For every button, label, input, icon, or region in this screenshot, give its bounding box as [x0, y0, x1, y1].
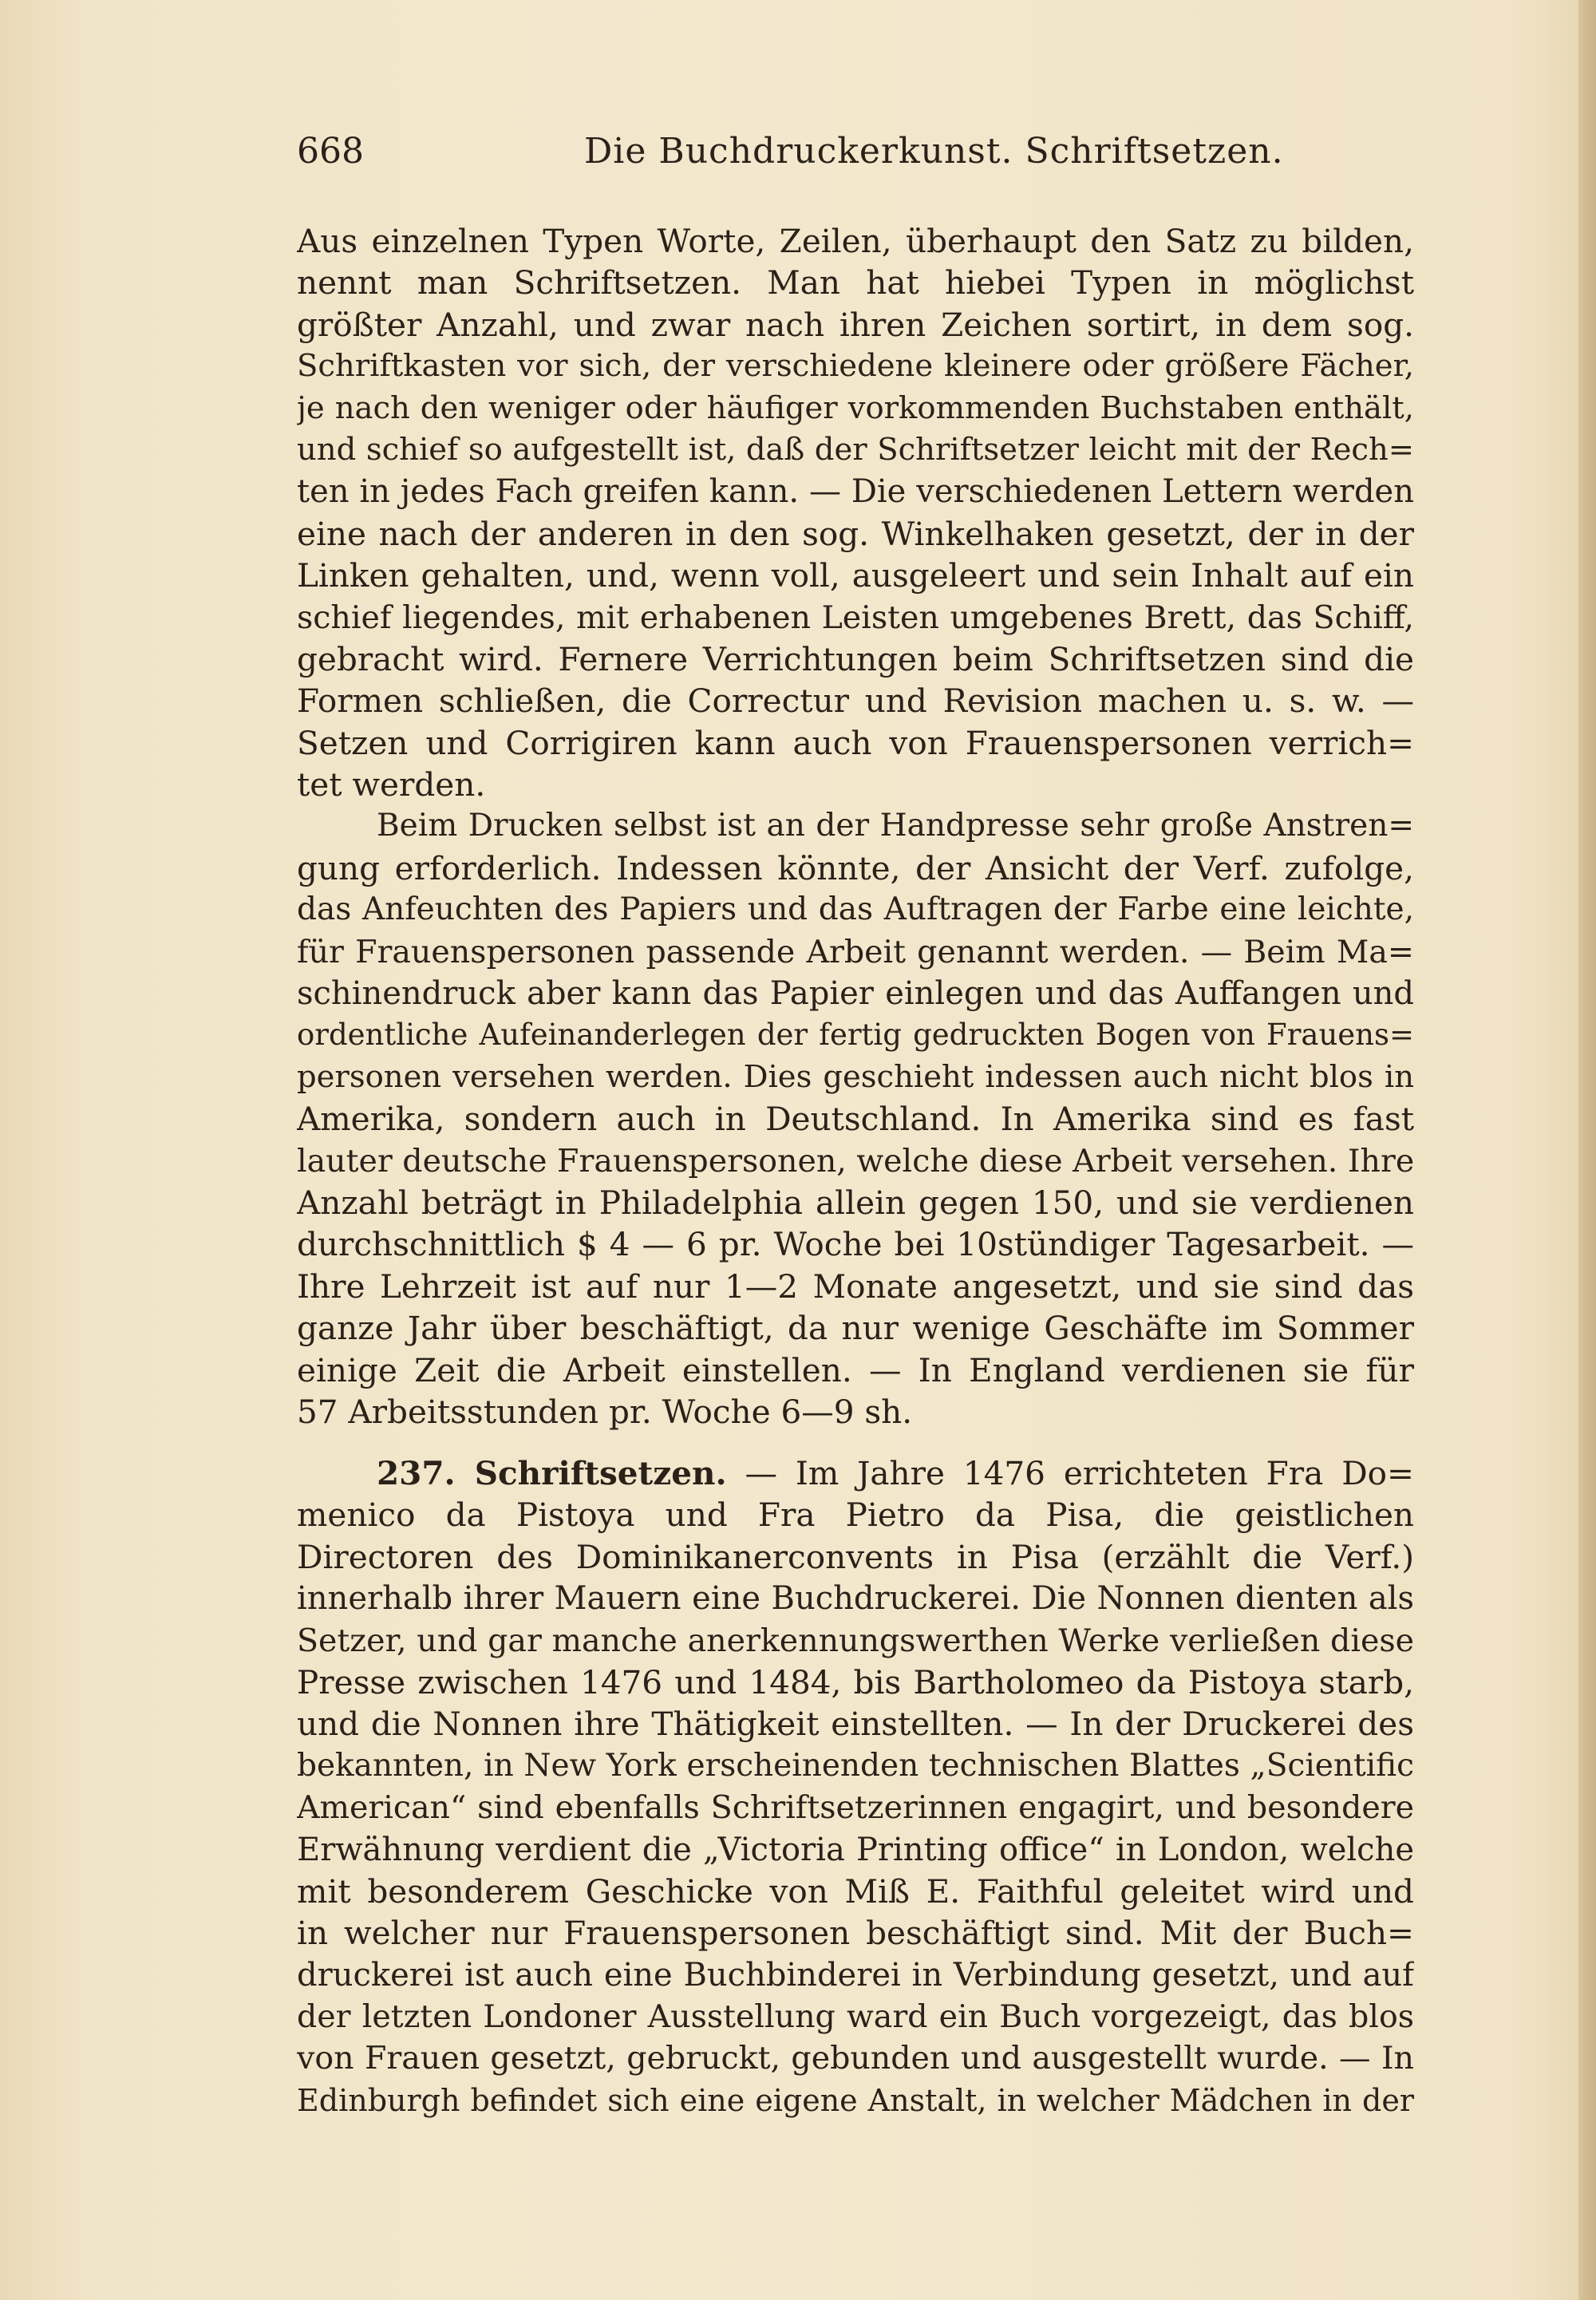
text-line: schinendruck aber kann das Papier einlegen und das Auffangen und: [297, 975, 1414, 1013]
text-line: tet werden.: [297, 765, 486, 804]
text-line: lauter deutsche Frauenspersonen, welche diese Arbeit versehen. Ihre: [297, 1142, 1414, 1180]
text-line: 57 Arbeitsstunden pr. Woche 6—9 sh.: [297, 1392, 913, 1431]
section-first-line-text: — Im Jahre 1476 errichteten Fra Do=: [726, 1454, 1414, 1492]
section-first-line: [297, 1452, 1414, 1494]
text-line: in welcher nur Frauenspersonen beschäftigt sind. Mit der Buch=: [297, 1914, 1414, 1953]
text-line: je nach den weniger oder häufiger vorkommenden Buchstaben enthält,: [297, 389, 1414, 426]
text-line: ordentliche Aufeinanderlegen der fertig gedruckten Bogen von Frauens=: [297, 1018, 1414, 1053]
text-line: Amerika, sondern auch in Deutschland. In Amerika sind es fast: [297, 1100, 1414, 1139]
text-line: Edinburgh befindet sich eine eigene Anstalt, in welcher Mädchen in der: [297, 2082, 1414, 2118]
text-line: Presse zwischen 1476 und 1484, bis Bartholomeo da Pistoya starb,: [297, 1662, 1414, 1701]
text-line: Beim Drucken selbst ist an der Handpresse sehr große Anstren=: [377, 808, 1414, 844]
text-line: Erwähnung verdient die „Victoria Printing office“ in London, welche: [297, 1831, 1414, 1868]
text-line: bekannten, in New York erscheinenden technischen Blattes „Scientific: [297, 1747, 1414, 1784]
text-line: Ihre Lehrzeit ist auf nur 1—2 Monate angesetzt, und sie sind das: [297, 1267, 1414, 1306]
paragraph-1: [297, 220, 1414, 805]
text-line: und schief so aufgestellt ist, daß der Schriftsetzer leicht mit der Rech=: [297, 431, 1414, 468]
section-237: [297, 1452, 1414, 2121]
text-line: mit besonderem Geschicke von Miß E. Faithful geleitet wird und: [297, 1871, 1414, 1911]
text-line: Setzer, und gar manche anerkennungswerthen Werke verließen diese: [297, 1622, 1414, 1659]
text-line: größter Anzahl, und zwar nach ihren Zeichen sortirt, in dem sog.: [297, 305, 1414, 344]
text-line: personen versehen werden. Dies geschieht indessen auch nicht blos in: [297, 1058, 1414, 1095]
text-line: Formen schließen, die Correctur und Revision machen u. s. w. —: [297, 682, 1414, 721]
body-text: [297, 220, 1414, 1433]
text-line: das Anfeuchten des Papiers und das Auftragen der Farbe eine leichte,: [297, 891, 1414, 928]
text-line: Directoren des Dominikanerconvents in Pisa (erzählt die Verf.): [297, 1537, 1414, 1576]
text-line: einige Zeit die Arbeit einstellen. — In England verdienen sie für: [297, 1350, 1414, 1389]
text-line: ganze Jahr über beschäftigt, da nur wenige Geschäfte im Sommer: [297, 1309, 1414, 1348]
text-line: Linken gehalten, und, wenn voll, ausgeleert und sein Inhalt auf ein: [297, 556, 1414, 595]
paragraph-2: [297, 805, 1414, 1433]
text-line: durchschnittlich $ 4 — 6 pr. Woche bei 10stündiger Tagesarbeit. —: [297, 1225, 1414, 1264]
text-line: Schriftkasten vor sich, der verschiedene kleinere oder größere Fächer,: [297, 348, 1414, 385]
text-line: Setzen und Corrigiren kann auch von Frauenspersonen verrich=: [297, 723, 1414, 762]
page-header: [297, 128, 1414, 176]
text-line: gebracht wird. Fernere Verrichtungen beim Schriftsetzen sind die: [297, 639, 1414, 678]
text-line: schief liegendes, mit erhabenen Leisten umgebenes Brett, das Schiff,: [297, 599, 1414, 636]
running-head: Die Buchdruckerkunst. Schriftsetzen.: [584, 131, 1284, 172]
text-line: American“ sind ebenfalls Schriftsetzerinnen engagirt, und besondere: [297, 1789, 1414, 1827]
page-number: 668: [297, 131, 364, 172]
text-line: innerhalb ihrer Mauern eine Buchdruckerei. Die Nonnen dienten als: [297, 1580, 1414, 1618]
text-line: und die Nonnen ihre Thätigkeit einstellten. — In der Druckerei des: [297, 1705, 1414, 1744]
text-line: druckerei ist auch eine Buchbinderei in Verbindung gesetzt, und auf: [297, 1956, 1414, 1994]
text-line: der letzten Londoner Ausstellung ward ein Buch vorgezeigt, das blos: [297, 1998, 1414, 2036]
text-line: für Frauenspersonen passende Arbeit genannt werden. — Beim Ma=: [297, 933, 1414, 970]
text-line: von Frauen gesetzt, gebruckt, gebunden und ausgestellt wurde. — In: [297, 2040, 1414, 2077]
text-line: menico da Pistoya und Fra Pietro da Pisa, die geistlichen: [297, 1496, 1414, 1535]
text-line: ten in jedes Fach greifen kann. — Die verschiedenen Lettern werden: [297, 473, 1414, 511]
text-line: Aus einzelnen Typen Worte, Zeilen, überhaupt den Satz zu bilden,: [297, 222, 1414, 260]
text-line: gung erforderlich. Indessen könnte, der Ansicht der Verf. zufolge,: [297, 848, 1414, 887]
text-line: nennt man Schriftsetzen. Man hat hiebei Typen in möglichst: [297, 263, 1414, 302]
page-gutter: [1578, 0, 1596, 2300]
text-line: Anzahl beträgt in Philadelphia allein gegen 150, und sie verdienen: [297, 1183, 1414, 1222]
text-line: eine nach der anderen in den sog. Winkelhaken gesetzt, der in der: [297, 514, 1414, 553]
section-heading: 237. Schriftsetzen.: [377, 1454, 727, 1492]
